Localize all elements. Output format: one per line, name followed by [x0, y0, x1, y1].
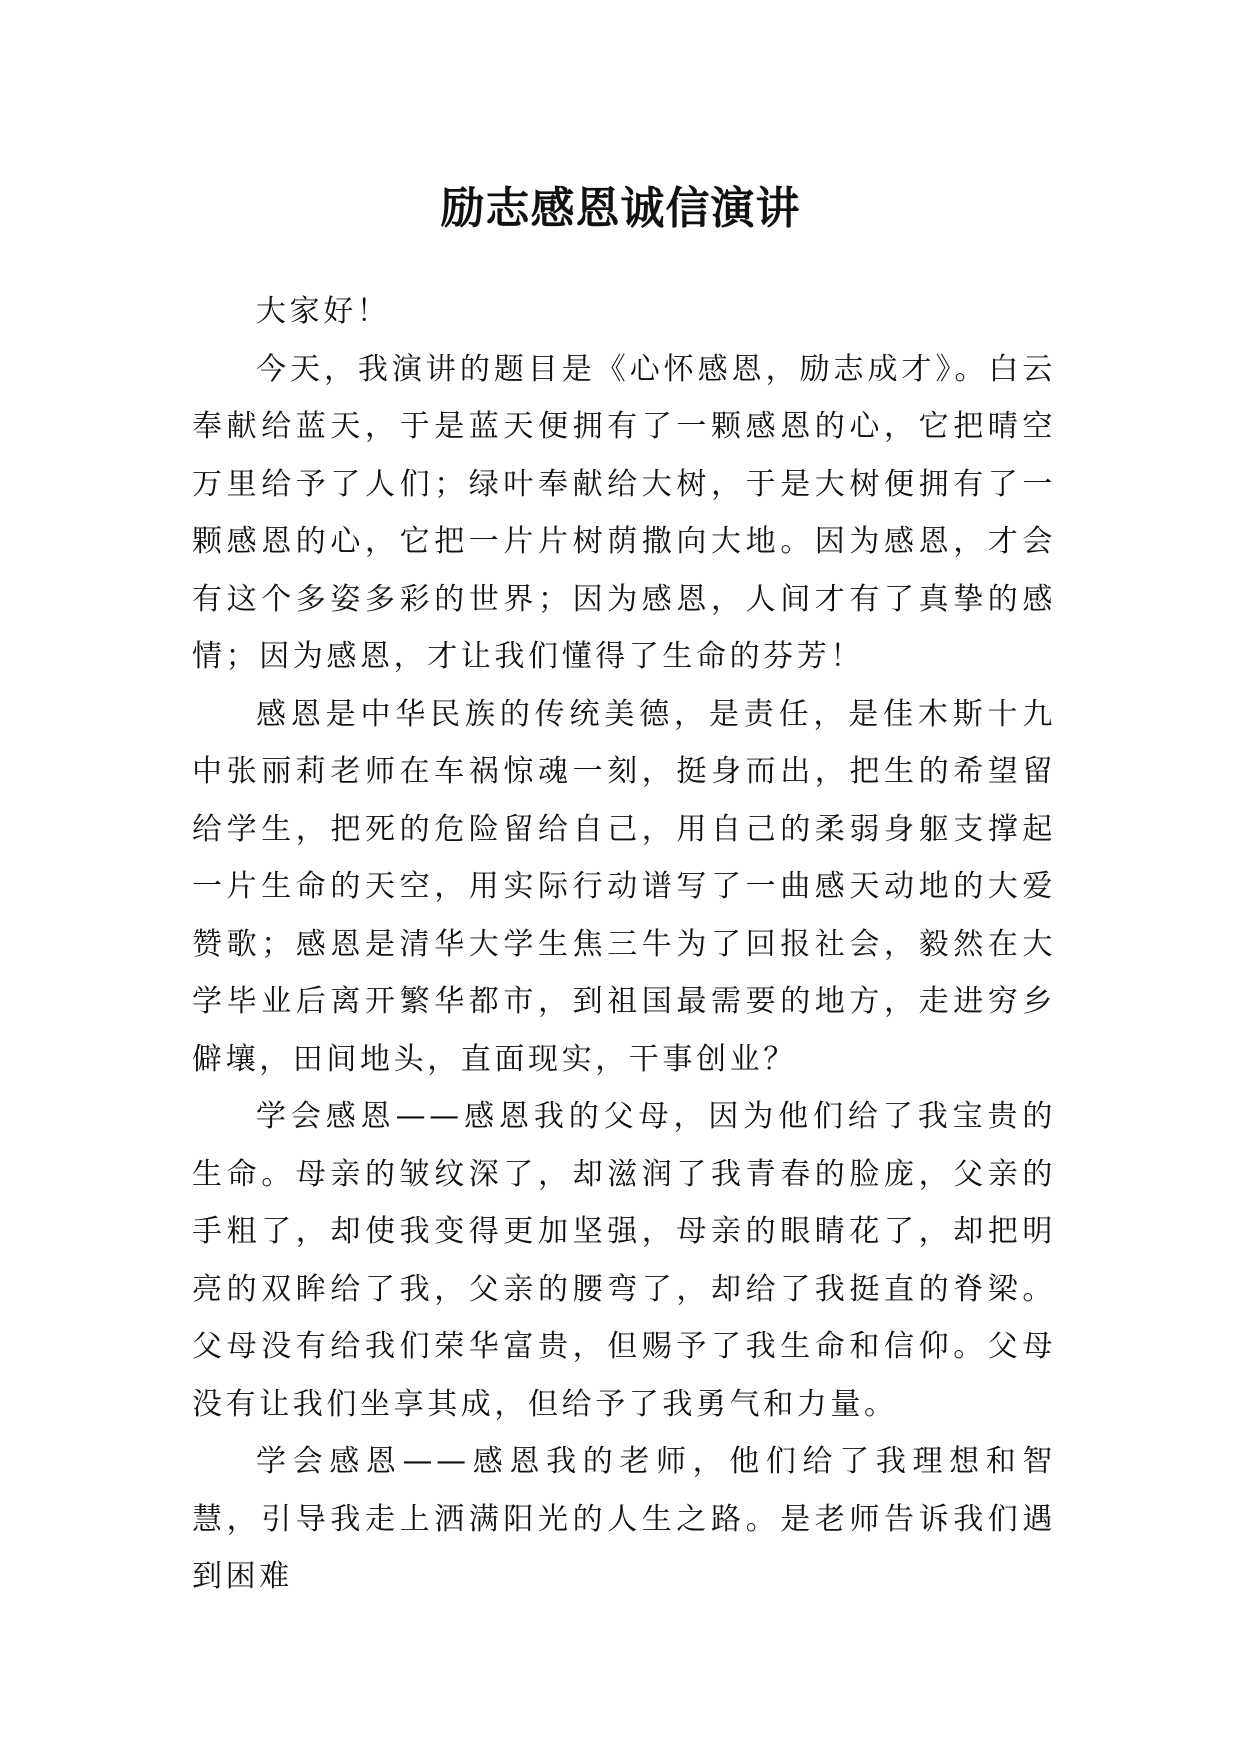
paragraph-greeting: 大家好！: [256, 294, 391, 329]
paragraph-intro: 今天，我演讲的题目是《心怀感恩，励志成才》。白云奉献给蓝天，于是蓝天便拥有了一颗感恩的心，它把晴空万里给予了人们；绿叶奉献给大树，于是大树便拥有了一颗感恩的心，它把一片片树荫撒向大地。因为感恩，才会有这个多姿多彩的世界；因为感恩，人间才有了真挚的感情；因为感恩，才让我们懂得了生命的芬芳！: [192, 351, 1056, 674]
paragraph-gratitude-virtue: 感恩是中华民族的传统美德，是责任，是佳木斯十九中张丽莉老师在车祸惊魂一刻，挺身而出，把生的希望留给学生，把死的危险留给自己，用自己的柔弱身躯支撑起一片生命的天空，用实际行动谱写了一曲感天动地的大爱赞歌；感恩是清华大学生焦三牛为了回报社会，毅然在大学毕业后离开繁华都市，到祖国最需要的地方，走进穷乡僻壤，田间地头，直面现实，干事创业？: [192, 696, 1056, 1077]
paragraph-gratitude-teachers: 学会感恩——感恩我的老师，他们给了我理想和智慧，引导我走上洒满阳光的人生之路。是老师告诉我们遇到困难: [192, 1444, 1056, 1594]
paragraph-gratitude-parents: 学会感恩——感恩我的父母，因为他们给了我宝贵的生命。母亲的皱纹深了，却滋润了我青春的脸庞，父亲的手粗了，却使我变得更加坚强，母亲的眼睛花了，却把明亮的双眸给了我，父亲的腰弯了，却给了我挺直的脊梁。父母没有给我们荣华富贵，但赐予了我生命和信仰。父母没有让我们坐享其成，但给予了我勇气和力量。: [192, 1099, 1056, 1422]
document-title: 励志感恩诚信演讲: [440, 183, 801, 235]
document-body: [192, 283, 1056, 1606]
